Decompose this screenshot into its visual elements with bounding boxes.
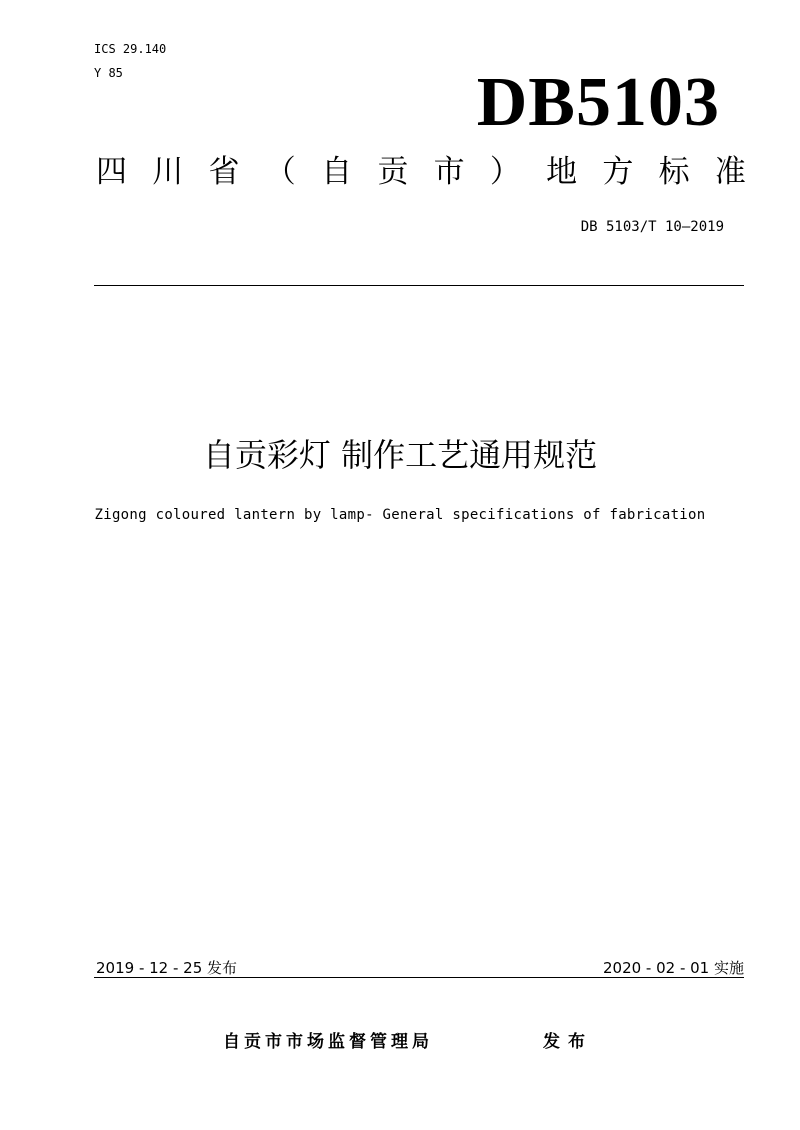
- standard-type-char: （: [264, 154, 296, 190]
- issuing-authority: 自贡市市场监督管理局: [223, 1032, 433, 1052]
- standard-type-char: 四: [96, 154, 127, 190]
- standard-type-char: 准: [714, 154, 746, 190]
- standard-type-char: 地: [546, 154, 578, 190]
- standard-type-char: 标: [658, 154, 690, 190]
- bottom-divider: [94, 977, 744, 978]
- title-english: Zigong coloured lantern by lamp- General specifications of fabrication: [94, 507, 706, 523]
- standard-type-char: 自: [321, 154, 353, 190]
- title-chinese: 自贡彩灯 制作工艺通用规范: [202, 436, 598, 474]
- standard-number: DB 5103/T 10—2019: [580, 219, 724, 235]
- standard-type-heading: [96, 152, 746, 192]
- standard-type-char: 省: [208, 154, 240, 190]
- standard-type-char: 市: [433, 154, 465, 190]
- standard-type-char: 方: [602, 154, 634, 190]
- standard-type-char: ）: [489, 154, 521, 190]
- ics-code: ICS 29.140: [94, 42, 167, 56]
- standard-type-char: 贡: [377, 154, 409, 190]
- issue-date: 2019 - 12 - 25 发布: [96, 959, 238, 977]
- issue-action: 发布: [543, 1032, 593, 1052]
- implementation-date: 2020 - 02 - 01 实施: [602, 959, 744, 977]
- standard-type-char: 川: [152, 154, 184, 190]
- top-divider: [94, 285, 744, 286]
- classification-code: Y 85: [94, 66, 123, 80]
- standard-code: DB5103: [476, 64, 720, 141]
